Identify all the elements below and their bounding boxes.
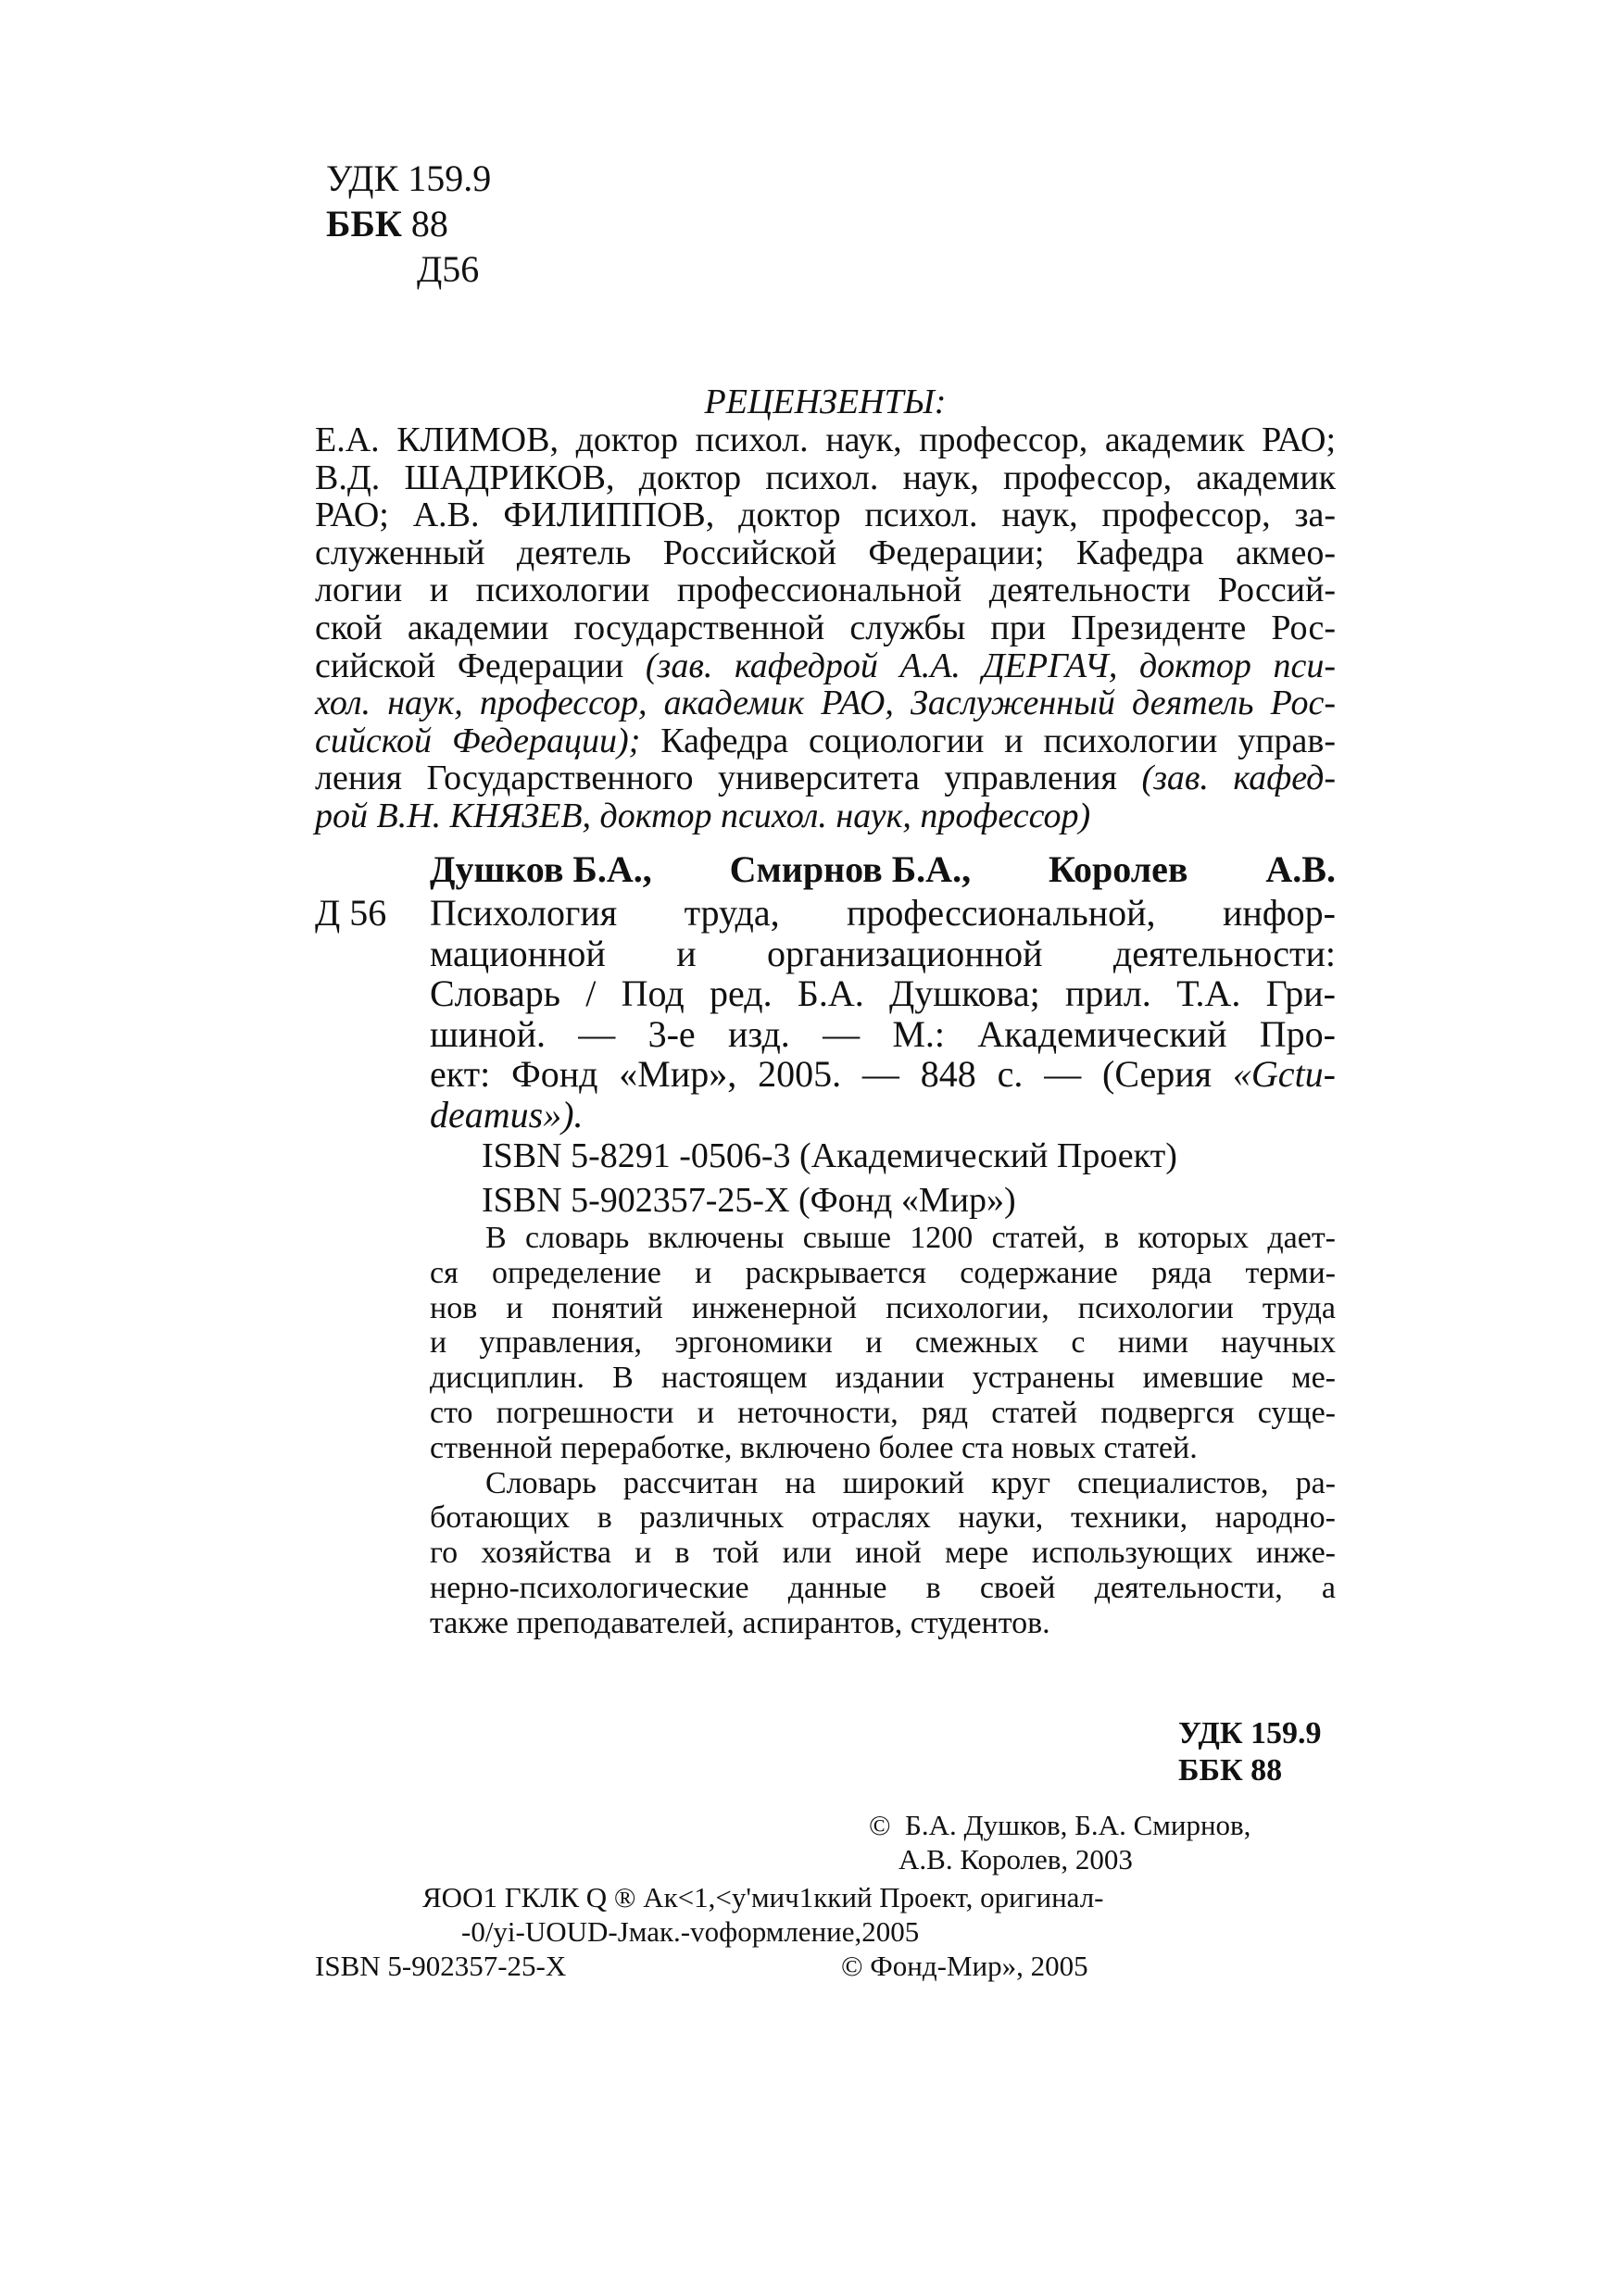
catalog-entry	[315, 893, 1336, 1135]
reviewers-line-segment: хол. наук, профессор, академик РАО, Заслуженный деятель Рос-	[315, 684, 1336, 723]
annotation-line: ственной переработке, включено более ста новых статей.	[430, 1430, 1198, 1465]
reviewers-line-segment: (зав. кафедрой А.А. ДЕРГАЧ, доктор пси-	[645, 646, 1336, 685]
reviewers-line-segment: логии и психологии профессиональной деятельности Россий-	[315, 571, 1336, 610]
annotation-line: также преподавателей, аспирантов, студентов.	[430, 1605, 1050, 1640]
annotation-line: нерно-психологические данные в своей деятельности, а	[430, 1570, 1336, 1605]
reviewers-line	[315, 684, 1336, 722]
author-name: Смирнов Б.А.,	[729, 848, 972, 890]
isbn-line: ISBN 5-902357-25-Х (Фонд «Мир»)	[482, 1181, 1016, 1220]
isbn-list	[482, 1134, 1177, 1223]
annotation-line: Словарь рассчитан на широкий круг специалистов, ра-	[485, 1465, 1336, 1500]
annotation-line: нов и понятий инженерной психологии, психологии труда	[430, 1290, 1336, 1325]
annotation-line: ся определение и раскрывается содержание ряда терми-	[430, 1255, 1336, 1290]
catalog-line	[430, 973, 1336, 1014]
annotation-line: го хозяйства и в той или иной мере использующих инже-	[430, 1536, 1336, 1571]
catalog-line-segment: «Gctu-	[1232, 1053, 1336, 1096]
bbk-code: ББК 88	[326, 203, 448, 245]
reviewers-line	[315, 496, 1336, 534]
reviewers-line-segment: Кафедра социологии и психологии управ-	[640, 721, 1336, 760]
catalog-line-segment: ект: Фонд «Мир», 2005. — 848 с. — (Серия	[430, 1053, 1233, 1096]
catalog-code: Д 56	[315, 892, 387, 934]
copyright-authors-year: А.В. Королев, 2003	[898, 1843, 1133, 1876]
reviewers-line	[315, 647, 1336, 685]
reviewers-line	[315, 609, 1336, 647]
reviewers-line-segment: сийской Федерации	[315, 646, 646, 685]
reviewers-line-segment: служенный деятель Российской Федерации; Кафедра акмео-	[315, 533, 1336, 572]
catalog-line-segment: Словарь / Под ред. Б.А. Душкова; прил. Т.А. Гри-	[430, 972, 1336, 1015]
annotation-line: дисциплин. В настоящем издании устранены имевшие ме-	[430, 1361, 1336, 1396]
reviewers-line-segment: ления Государственного университета управления	[315, 759, 1142, 798]
author-name: Душков Б.А.,	[430, 848, 652, 890]
catalog-authors	[430, 847, 1336, 893]
copyright-publisher-line: ЯOO1 ГКЛК Q ® Ак<1,<у'мич1ккий Проект, оригинал-	[422, 1881, 1104, 1913]
isbn-line: ISBN 5-8291 -0506-3 (Академический Проект)	[482, 1136, 1177, 1175]
reviewers-line-segment: Е.А. КЛИМОВ, доктор психол. наук, профессор, академик РАО;	[315, 420, 1336, 459]
author-name: Королев	[1048, 848, 1188, 890]
author-mark: Д56	[417, 248, 480, 290]
reviewers-line-segment: рой В.Н. КНЯЗЕВ, доктор психол. наук, профессор)	[315, 796, 1091, 835]
catalog-line-segment: deamus»).	[430, 1093, 584, 1135]
reviewers-line	[315, 534, 1336, 572]
annotation-line: В словарь включены свыше 1200 статей, в которых дает-	[485, 1221, 1336, 1255]
copyright-authors: © Б.А. Душков, Б.А. Смирнов,	[869, 1809, 1251, 1841]
bottom-bbk: ББК 88	[1178, 1753, 1283, 1788]
annotation-line: сто погрешности и неточности, ряд статей подвергся суще-	[430, 1395, 1336, 1430]
annotation-line: и управления, эргономики и смежных с ними научных	[430, 1325, 1336, 1361]
annotation-line: ботающих в различных отраслях науки, техники, народно-	[430, 1500, 1336, 1536]
classification-codes	[326, 156, 491, 292]
reviewers-heading: РЕЦЕНЗЕНТЫ:	[704, 383, 947, 421]
reviewers-line-segment: сийской Федерации);	[315, 721, 641, 760]
catalog-description	[430, 893, 1336, 1135]
reviewers-line-segment: РАО; А.В. ФИЛИППОВ, доктор психол. наук, профессор, за-	[315, 496, 1336, 535]
annotation	[430, 1221, 1336, 1641]
catalog-line-segment: шиной. — 3-е изд. — М.: Академический Про-	[430, 1012, 1336, 1055]
copyright-fond: © Фонд-Мир», 2005	[841, 1950, 1088, 1982]
reviewers-line	[315, 759, 1336, 797]
author-name: А.В.	[1265, 848, 1336, 890]
catalog-line	[430, 1054, 1336, 1095]
reviewers-line-segment: В.Д. ШАДРИКОВ, доктор психол. наук, профессор, академик	[315, 458, 1336, 497]
catalog-line-segment: Психология труда, профессиональной, инфор-	[430, 892, 1336, 934]
catalog-line	[430, 1014, 1336, 1055]
bottom-classification-codes	[1178, 1715, 1322, 1789]
catalog-line	[430, 1095, 1336, 1135]
catalog-line-segment: мационной и организационной деятельности:	[430, 932, 1336, 974]
udk-code: УДК 159.9	[326, 157, 492, 199]
reviewers-line-segment: (зав. кафед-	[1141, 759, 1336, 798]
reviewers-line	[315, 421, 1336, 459]
bottom-udk: УДК 159.9	[1178, 1716, 1322, 1750]
copyright-design-line: -0/yi-UOUD-Jмак.-voформление,2005	[461, 1915, 920, 1948]
copyright-isbn: ISBN 5-902357-25-X	[315, 1950, 567, 1982]
reviewers-line-segment: ской академии государственной службы при Президенте Рос-	[315, 608, 1336, 647]
catalog-line	[430, 934, 1336, 974]
reviewers-line	[315, 722, 1336, 760]
reviewers-line	[315, 459, 1336, 497]
reviewers-line	[315, 571, 1336, 609]
catalog-line	[430, 893, 1336, 934]
reviewers-line	[315, 797, 1336, 835]
reviewers-text	[315, 421, 1336, 835]
